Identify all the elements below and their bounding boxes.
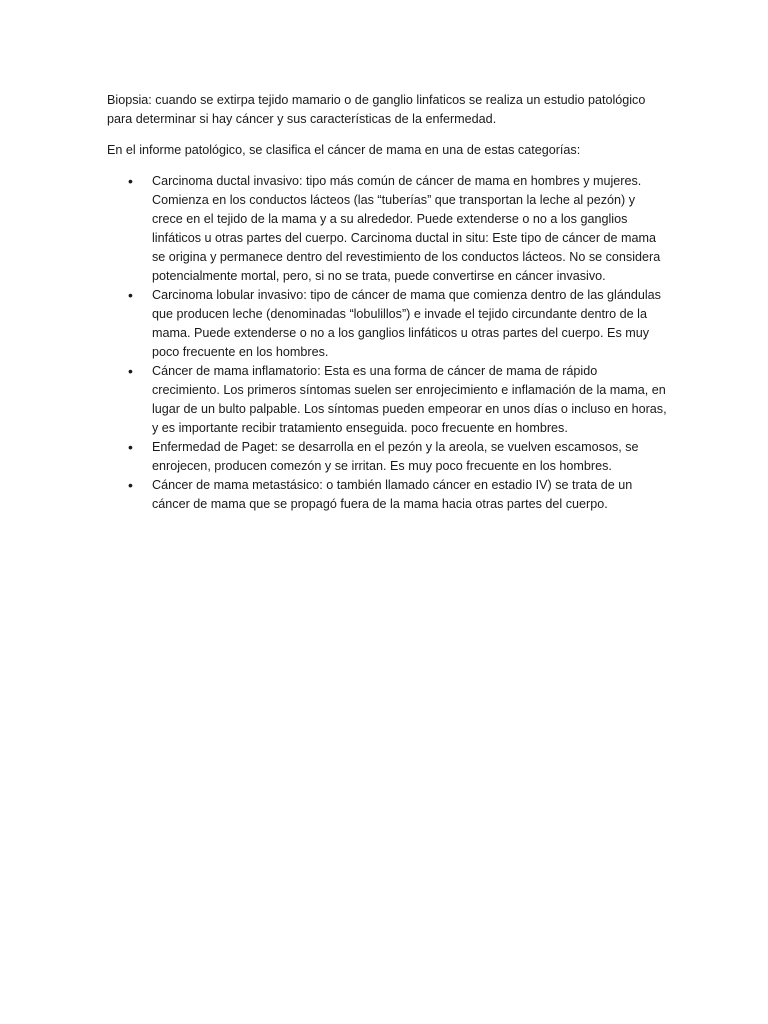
list-item-cancer-inflamatorio: • Cáncer de mama inflamatorio: Esta es una forma de cáncer de mama de rápido crecimiento. Los primeros síntomas suelen ser enrojecimiento e inflamación de la mama, en lugar de un bulto palpable. Los síntomas pueden empeorar en unos días o incluso en horas, y es importante recibir tratamiento enseguida. poco frecuente en hombres.: [107, 362, 667, 438]
intro-paragraph: Biopsia: cuando se extirpa tejido mamario o de ganglio linfaticos se realiza un estudio patológico para determinar si hay cáncer y sus características de la enfermedad.: [107, 93, 646, 126]
document-body: [107, 91, 667, 514]
list-item-carcinoma-ductal: • Carcinoma ductal invasivo: tipo más común de cáncer de mama en hombres y mujeres. Comienza en los conductos lácteos (las “tuberías” que transportan la leche al pezón) y crece en el tejido de la mama y a su alrededor. Puede extenderse o no a los ganglios linfáticos u otras partes del cuerpo. Carcinoma ductal in situ: Este tipo de cáncer de mama se origina y permanece dentro del revestimiento de los conductos lácteos. No se considera potencialmente mortal, pero, si no se trata, puede convertirse en cáncer invasivo.: [107, 172, 667, 286]
cancer-categories-list: [107, 172, 667, 514]
list-item-cancer-metastasico: • Cáncer de mama metastásico: o también llamado cáncer en estadio IV) se trata de un cáncer de mama que se propagó fuera de la mama hacia otras partes del cuerpo.: [107, 476, 667, 514]
list-item-enfermedad-paget: • Enfermedad de Paget: se desarrolla en el pezón y la areola, se vuelven escamosos, se enrojecen, producen comezón y se irritan. Es muy poco frecuente en los hombres.: [107, 438, 667, 476]
categories-intro-paragraph: En el informe patológico, se clasifica el cáncer de mama en una de estas categorías:: [107, 143, 581, 157]
list-item-carcinoma-lobular: • Carcinoma lobular invasivo: tipo de cáncer de mama que comienza dentro de las glándulas que producen leche (denominadas “lobulillos”) e invade el tejido circundante dentro de la mama. Puede extenderse o no a los ganglios linfáticos u otras partes del cuerpo. Es muy poco frecuente en los hombres.: [107, 286, 667, 362]
